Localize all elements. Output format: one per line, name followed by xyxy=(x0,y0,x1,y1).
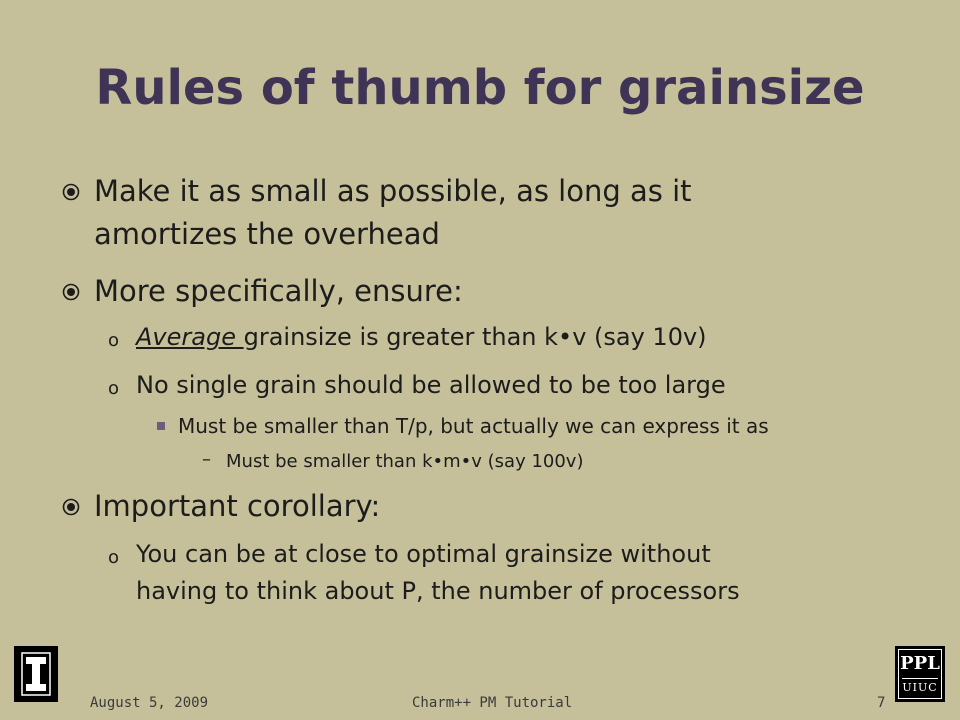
bullet-3-sub-1-line-1: You can be at close to optimal grainsize without xyxy=(136,540,711,568)
circle-bullet-icon xyxy=(62,283,80,301)
square-bullet-icon xyxy=(157,422,165,430)
slide-title: Rules of thumb for grainsize xyxy=(95,60,865,116)
sub-bullet-marker: o xyxy=(108,378,120,399)
block-i-icon xyxy=(21,652,51,696)
bullet-3-sub-1-line-2: having to think about P, the number of processors xyxy=(136,577,740,605)
university-logo xyxy=(14,646,58,702)
bullet-2-sub-2: No single grain should be allowed to be too large xyxy=(136,371,726,399)
bullet-2-sub-1 xyxy=(136,320,707,354)
ppl-logo-text: PPL xyxy=(900,653,940,674)
sub-bullet-marker: o xyxy=(108,330,120,351)
footer-date: August 5, 2009 xyxy=(90,695,209,711)
sub-bullet-marker: o xyxy=(108,547,120,568)
emphasis-average: Average xyxy=(136,323,244,351)
dash-bullet-marker: – xyxy=(202,449,211,470)
bullet-2-sub-2-sub-1: Must be smaller than T/p, but actually we can express it as xyxy=(178,414,769,438)
uiuc-logo-text: UIUC xyxy=(902,681,938,694)
bullet-2-sub-1-text: grainsize is greater than k•v (say 10v) xyxy=(243,323,707,351)
bullet-3: Important corollary: xyxy=(94,489,381,523)
bullet-1-line-1: Make it as small as possible, as long as it xyxy=(94,174,692,208)
bullet-2-sub-2-sub-1-sub-1: Must be smaller than k•m•v (say 100v) xyxy=(226,451,584,472)
circle-bullet-icon xyxy=(62,183,80,201)
footer-title: Charm++ PM Tutorial xyxy=(412,695,573,711)
ppl-logo xyxy=(895,646,945,702)
circle-bullet-icon xyxy=(62,498,80,516)
slide-number: 7 xyxy=(877,695,886,711)
bullet-2: More specifically, ensure: xyxy=(94,274,463,308)
bullet-1-line-2: amortizes the overhead xyxy=(94,217,440,251)
